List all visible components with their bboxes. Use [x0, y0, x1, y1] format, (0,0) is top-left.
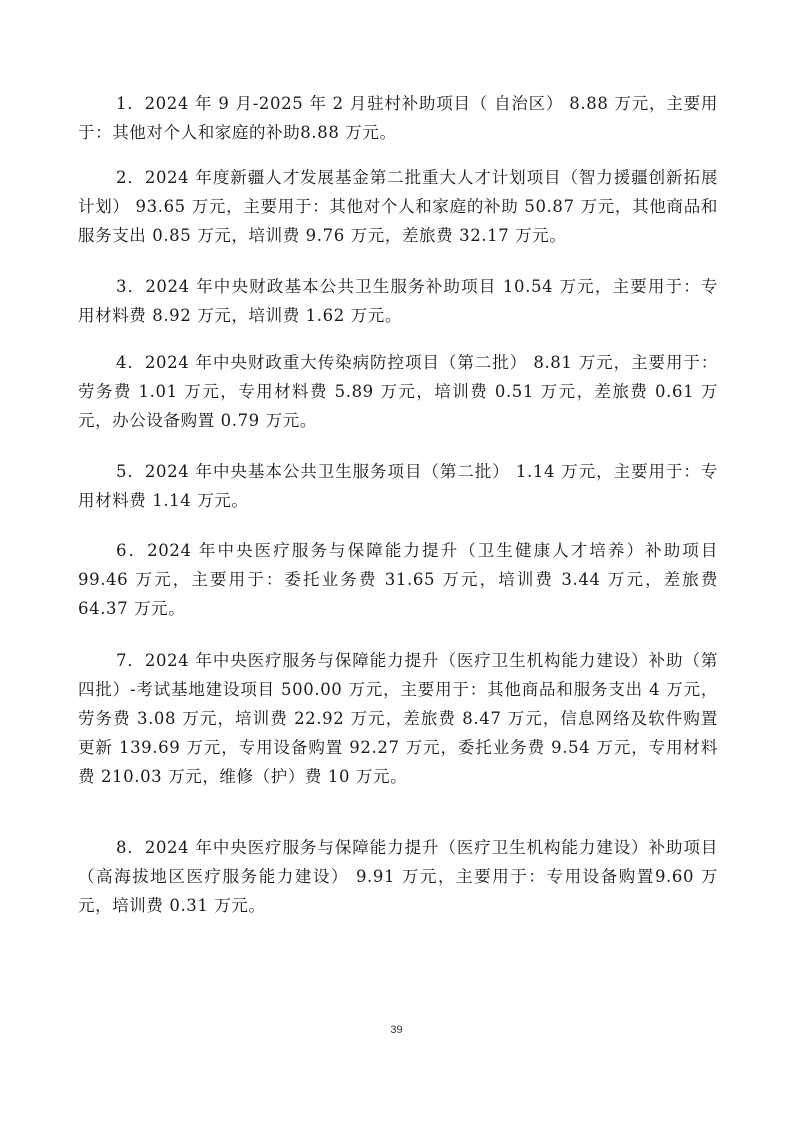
list-item: 8．2024 年中央医疗服务与保障能力提升（医疗卫生机构能力建设）补助项目（高海拔地区医疗服务能力建设） 9.91 万元，主要用于：专用设备购置9.60 万元，培训费 0.31 万元。	[78, 838, 718, 915]
list-item: 1．2024 年 9 月-2025 年 2 月驻村补助项目（ 自治区） 8.88 万元，主要用于：其他对个人和家庭的补助8.88 万元。	[78, 94, 718, 142]
list-item: 6．2024 年中央医疗服务与保障能力提升（卫生健康人才培养）补助项目99.46 万元，主要用于：委托业务费 31.65 万元，培训费 3.44 万元，差旅费64.37 万元。	[78, 541, 718, 618]
list-item: 7．2024 年中央医疗服务与保障能力提升（医疗卫生机构能力建设）补助（第四批）-考试基地建设项目 500.00 万元，主要用于：其他商品和服务支出 4 万元，劳务费 3.08 万元，培训费 22.92 万元，差旅费 8.47 万元，信息网络及软件购置更新 139.69 万元，专用设备购置 92.27 万元，委托业务费 9.54 万元，专用材料费 210.03 万元，维修（护）费 10 万元。	[78, 651, 718, 786]
list-item: 4．2024 年中央财政重大传染病防控项目（第二批） 8.81 万元，主要用于：劳务费 1.01 万元，专用材料费 5.89 万元，培训费 0.51 万元，差旅费 0.61 万元，办公设备购置 0.79 万元。	[78, 353, 718, 430]
list-item: 2．2024 年度新疆人才发展基金第二批重大人才计划项目（智力援疆创新拓展计划） 93.65 万元，主要用于：其他对个人和家庭的补助 50.87 万元，其他商品和服务支出 0.85 万元，培训费 9.76 万元，差旅费 32.17 万元。	[78, 168, 718, 245]
page-number: 39	[390, 1024, 403, 1036]
list-item: 5．2024 年中央基本公共卫生服务项目（第二批） 1.14 万元，主要用于：专用材料费 1.14 万元。	[78, 462, 718, 510]
list-item: 3．2024 年中央财政基本公共卫生服务补助项目 10.54 万元，主要用于：专用材料费 8.92 万元，培训费 1.62 万元。	[78, 277, 718, 325]
